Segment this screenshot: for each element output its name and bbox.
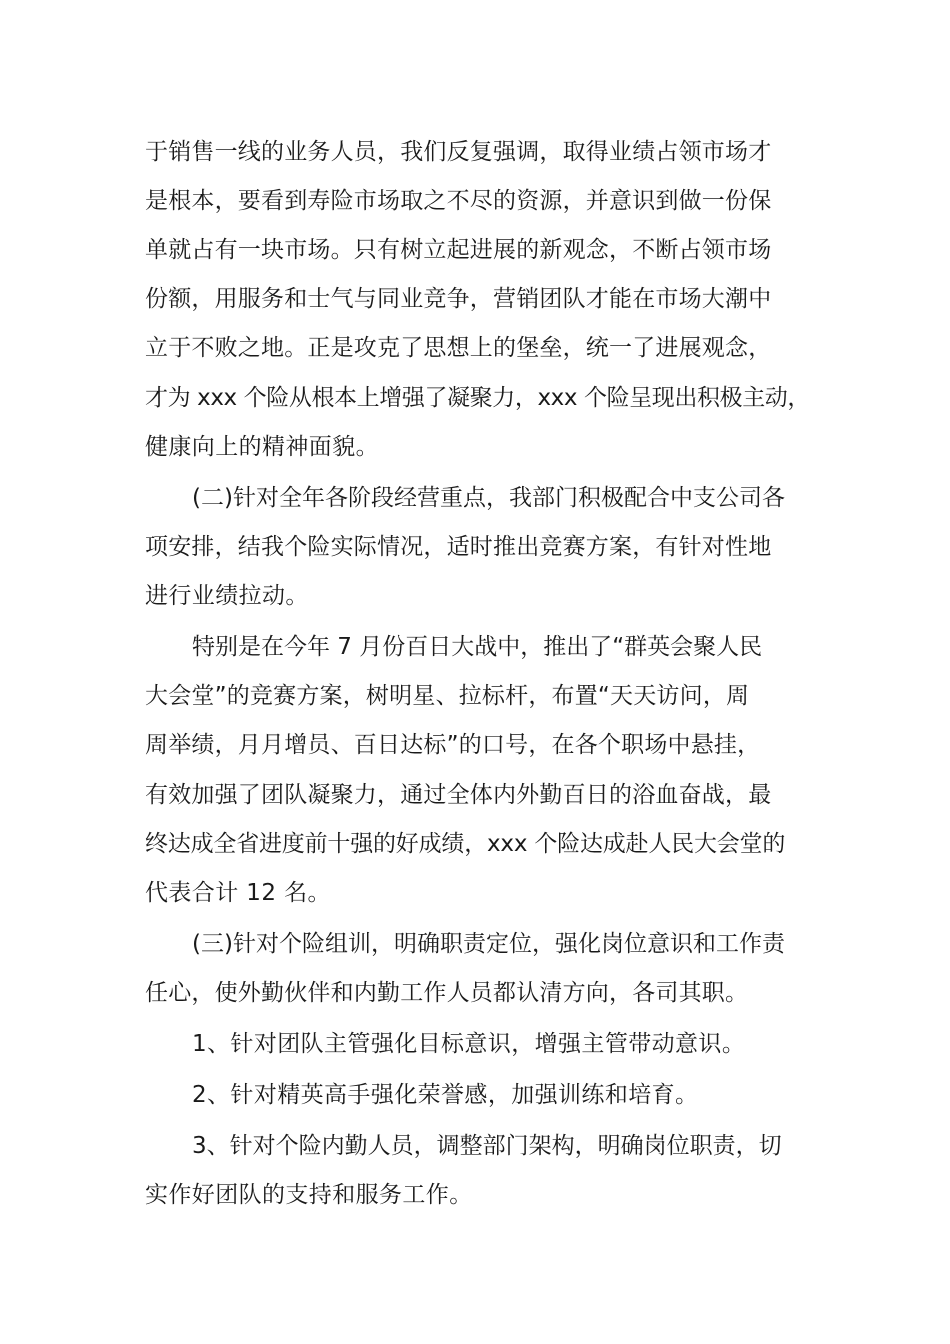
paragraph-3-line-4: 有效加强了团队凝聚力，通过全体内外勤百日的浴血奋战，最 <box>145 782 772 808</box>
paragraph-3-line-2: 大会堂”的竞赛方案，树明星、拉标杆，布置“天天访问，周 <box>145 683 750 709</box>
list-item-3-line-1: 3、针对个险内勤人员，调整部门架构，明确岗位职责，切 <box>192 1133 782 1159</box>
paragraph-1-line-1: 于销售一线的业务人员，我们反复强调，取得业绩占领市场才 <box>145 139 772 165</box>
paragraph-2-line-1: (二)针对全年各阶段经营重点，我部门积极配合中支公司各 <box>192 485 785 511</box>
paragraph-2-line-2: 项安排，结我个险实际情况，适时推出竞赛方案，有针对性地 <box>145 534 772 560</box>
paragraph-1-line-4: 份额，用服务和士气与同业竞争，营销团队才能在市场大潮中 <box>145 286 772 312</box>
paragraph-4-line-1: (三)针对个险组训，明确职责定位，强化岗位意识和工作责 <box>192 931 785 957</box>
paragraph-4-line-2: 任心，使外勤伙伴和内勤工作人员都认清方向，各司其职。 <box>145 980 749 1006</box>
list-item-1: 1、针对团队主管强化目标意识，增强主管带动意识。 <box>192 1031 746 1057</box>
paragraph-3-line-1: 特别是在今年 7 月份百日大战中，推出了“群英会聚人民 <box>192 634 763 660</box>
paragraph-3-line-3: 周举绩，月月增员、百日达标”的口号，在各个职场中悬挂， <box>145 732 761 758</box>
paragraph-1-line-2: 是根本，要看到寿险市场取之不尽的资源，并意识到做一份保 <box>145 188 772 214</box>
list-item-2: 2、针对精英高手强化荣誉感，加强训练和培育。 <box>192 1082 699 1108</box>
paragraph-1-line-3: 单就占有一块市场。只有树立起进展的新观念，不断占领市场 <box>145 237 772 263</box>
paragraph-3-line-6: 代表合计 12 名。 <box>145 880 331 906</box>
paragraph-1-line-5: 立于不败之地。正是攻克了思想上的堡垒，统一了进展观念， <box>145 335 772 361</box>
paragraph-3-line-5: 终达成全省进度前十强的好成绩，xxx 个险达成赴人民大会堂的 <box>145 831 786 857</box>
paragraph-2-line-3: 进行业绩拉动。 <box>145 583 309 609</box>
paragraph-1-line-7: 健康向上的精神面貌。 <box>145 434 379 460</box>
paragraph-1-line-6: 才为 xxx 个险从根本上增强了凝聚力，xxx 个险呈现出积极主动， <box>145 385 811 411</box>
list-item-3-line-2: 实作好团队的支持和服务工作。 <box>145 1182 473 1208</box>
